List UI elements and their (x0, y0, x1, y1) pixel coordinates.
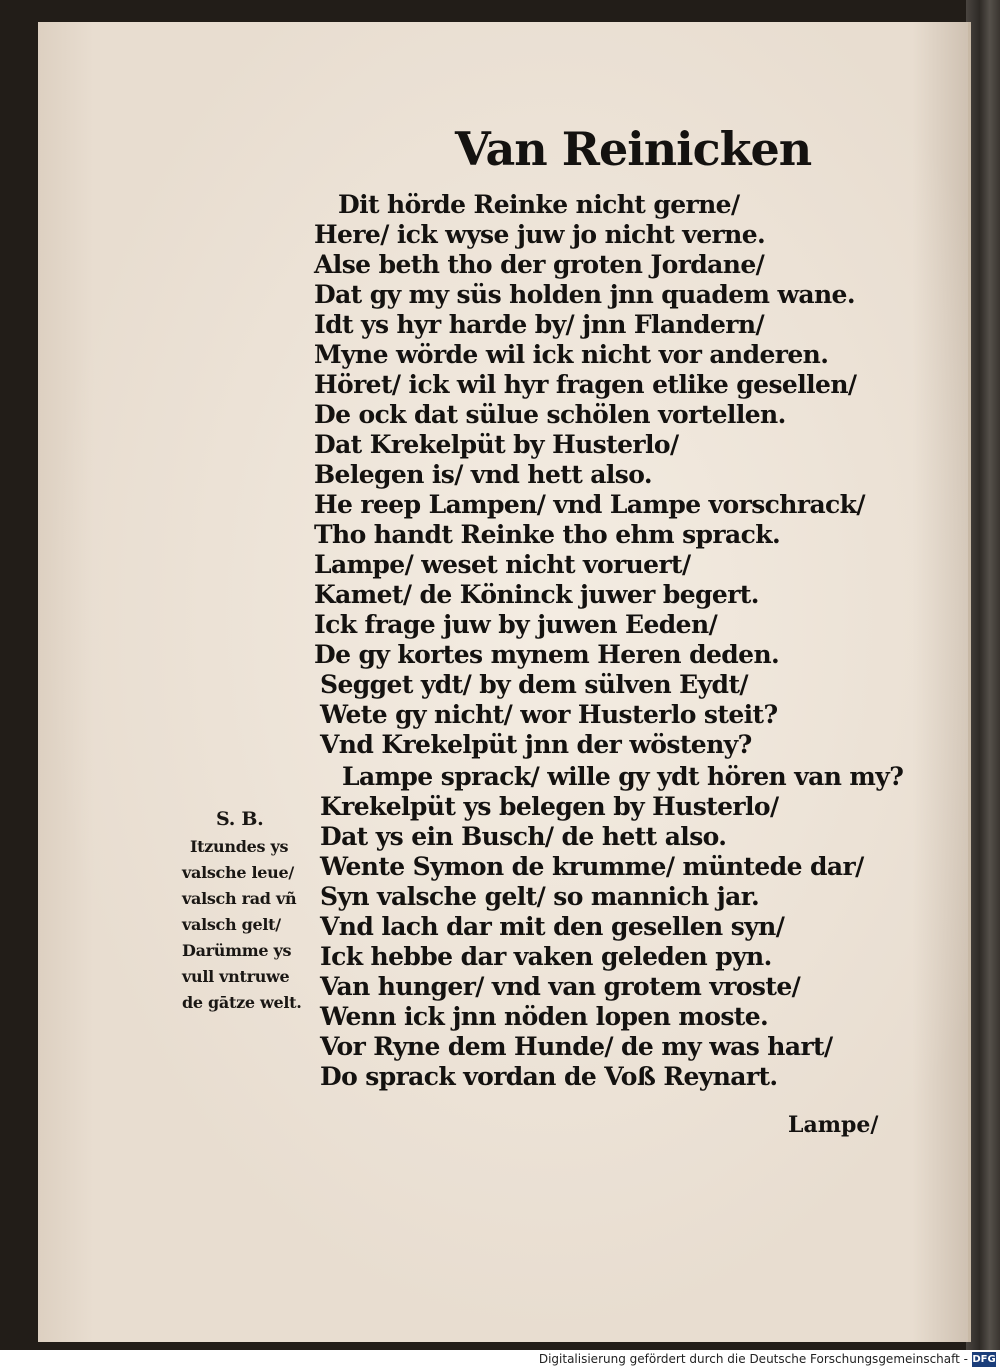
verse-line: Lampe/ weset nicht voruert/ (314, 550, 691, 579)
verse-line: Here/ ick wyse juw jo nicht verne. (314, 220, 766, 249)
verse-line: De gy kortes mynem Heren deden. (314, 640, 780, 669)
margin-note-line: Darümme ys (182, 941, 292, 960)
verse-line: Dat gy my süs holden jnn quadem wane. (314, 280, 855, 309)
verse-line: Höret/ ick wil hyr fragen etlike gesellen/ (314, 370, 857, 399)
verse-line: Vor Ryne dem Hunde/ de my was hart/ (320, 1032, 833, 1061)
verse-line: Alse beth tho der groten Jordane/ (314, 250, 765, 279)
verse-line: Van hunger/ vnd van grotem vroste/ (320, 972, 801, 1001)
verse-line: Lampe sprack/ wille gy ydt hören van my? (342, 762, 904, 791)
dfg-logo-icon: DFG (972, 1354, 996, 1365)
margin-note-line: valsch rad vñ (182, 889, 297, 908)
verse-line: Kamet/ de Köninck juwer begert. (314, 580, 759, 609)
verse-line: Dit hörde Reinke nicht gerne/ (338, 190, 740, 219)
margin-note-line: Itzundes ys (190, 837, 289, 856)
verse-line: He reep Lampen/ vnd Lampe vorschrack/ (314, 490, 865, 519)
verse-line: Wente Symon de krumme/ müntede dar/ (320, 852, 864, 881)
verse-line: Ick frage juw by juwen Eeden/ (314, 610, 718, 639)
verse-line: Wenn ick jnn nöden lopen moste. (320, 1002, 769, 1031)
verse-line: Ick hebbe dar vaken geleden pyn. (320, 942, 772, 971)
verse-line: Vnd lach dar mit den gesellen syn/ (320, 912, 785, 941)
catchword: Lampe/ (788, 1112, 879, 1138)
verse-line: Idt ys hyr harde by/ jnn Flandern/ (314, 310, 764, 339)
verse-line: Wete gy nicht/ wor Husterlo steit? (320, 700, 778, 729)
funding-credit: Digitalisierung gefördert durch die Deutsche Forschungsgemeinschaft - (538, 1352, 968, 1366)
verse-line: Dat Krekelpüt by Husterlo/ (314, 430, 679, 459)
verse-line: Krekelpüt ys belegen by Husterlo/ (320, 792, 779, 821)
margin-note-line: valsche leue/ (182, 863, 294, 882)
margin-note-line: valsch gelt/ (182, 915, 281, 934)
running-heading: Van Reinicken (455, 122, 812, 176)
verse-line: Syn valsche gelt/ so mannich jar. (320, 882, 760, 911)
verse-line: Belegen is/ vnd hett also. (314, 460, 652, 489)
margin-note-line: vull vntruwe (182, 967, 290, 986)
margin-note-siglum: S. B. (216, 808, 264, 830)
verse-line: Vnd Krekelpüt jnn der wösteny? (320, 730, 752, 759)
verse-line: Segget ydt/ by dem sülven Eydt/ (320, 670, 748, 699)
verse-line: Tho handt Reinke tho ehm sprack. (314, 520, 781, 549)
verse-line: Dat ys ein Busch/ de hett also. (320, 822, 727, 851)
margin-note-line: de gātze welt. (182, 993, 302, 1012)
verse-line: Do sprack vordan de Voß Reynart. (320, 1062, 778, 1091)
verse-line: De ock dat sülue schölen vortellen. (314, 400, 786, 429)
verse-line: Myne wörde wil ick nicht vor anderen. (314, 340, 829, 369)
